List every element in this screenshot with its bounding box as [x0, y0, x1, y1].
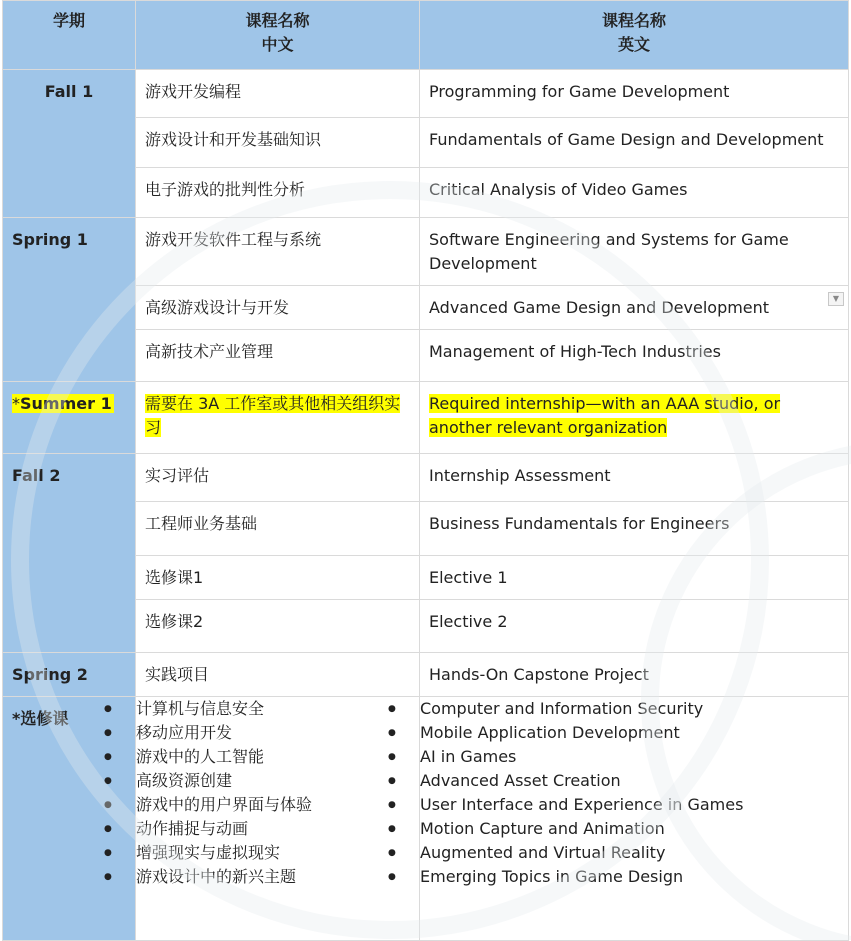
course-zh: 选修课2: [136, 600, 420, 653]
list-item: ● 动作捕捉与动画: [136, 817, 419, 841]
semester-fall-1: Fall 1: [3, 70, 136, 218]
course-zh: 电子游戏的批判性分析: [136, 168, 420, 218]
course-en: Business Fundamentals for Engineers: [420, 502, 849, 556]
course-zh: 需要在 3A 工作室或其他相关组织实习: [136, 382, 420, 454]
table-row: [3, 653, 849, 697]
semester-summer-1: *Summer 1: [3, 382, 136, 454]
table-row: [3, 382, 849, 454]
course-zh: 游戏开发编程: [136, 70, 420, 118]
chevron-down-icon[interactable]: ▼: [828, 292, 844, 306]
course-en: Critical Analysis of Video Games: [420, 168, 849, 218]
electives-zh-list: [136, 697, 419, 889]
list-item: ● AI in Games: [420, 745, 848, 769]
electives-en-cell: [420, 697, 849, 941]
header-semester: 学期: [3, 1, 136, 70]
header-chinese: 中文: [261, 35, 294, 54]
curriculum-table: [2, 0, 849, 941]
header-english-name: [420, 1, 849, 70]
list-item: ● Computer and Information Security: [420, 697, 848, 721]
semester-electives: *选修课: [3, 697, 136, 941]
course-zh: 游戏设计和开发基础知识: [136, 118, 420, 168]
electives-zh-cell: [136, 697, 420, 941]
list-item: ● 计算机与信息安全: [136, 697, 419, 721]
list-item: ● 游戏中的人工智能: [136, 745, 419, 769]
course-en-text: Advanced Game Design and Development: [429, 298, 770, 317]
semester-fall-2: Fall 2: [3, 454, 136, 653]
list-item: ● Emerging Topics in Game Design: [420, 865, 848, 889]
semester-spring-2: Spring 2: [3, 653, 136, 697]
list-item: ● User Interface and Experience in Games: [420, 793, 848, 817]
course-zh: 高新技术产业管理: [136, 330, 420, 382]
course-en: Programming for Game Development: [420, 70, 849, 118]
header-course-name: 课程名称: [245, 11, 310, 30]
course-zh: 高级游戏设计与开发: [136, 286, 420, 330]
semester-spring-1: Spring 1: [3, 218, 136, 382]
course-en: Elective 2: [420, 600, 849, 653]
header-chinese-name: [136, 1, 420, 70]
course-en: [420, 286, 849, 330]
table-row: [3, 70, 849, 118]
list-item: ● 移动应用开发: [136, 721, 419, 745]
list-item: ● 高级资源创建: [136, 769, 419, 793]
list-item: ● Augmented and Virtual Reality: [420, 841, 848, 865]
table-row: [3, 218, 849, 286]
course-zh: 实践项目: [136, 653, 420, 697]
header-course-name: 课程名称: [601, 11, 666, 30]
header-english: 英文: [617, 35, 650, 54]
list-item: ● 游戏设计中的新兴主题: [136, 865, 419, 889]
list-item: ● 游戏中的用户界面与体验: [136, 793, 419, 817]
course-en: Software Engineering and Systems for Game Development: [420, 218, 849, 286]
list-item: ● 增强现实与虚拟现实: [136, 841, 419, 865]
course-zh: 游戏开发软件工程与系统: [136, 218, 420, 286]
list-item: ● Mobile Application Development: [420, 721, 848, 745]
list-item: ● Advanced Asset Creation: [420, 769, 848, 793]
electives-en-list: [420, 697, 848, 889]
course-en: Hands-On Capstone Project: [420, 653, 849, 697]
electives-row: [3, 697, 849, 941]
course-zh: 实习评估: [136, 454, 420, 502]
list-item: ● Motion Capture and Animation: [420, 817, 848, 841]
header-row: [3, 1, 849, 70]
course-zh: 工程师业务基础: [136, 502, 420, 556]
course-en: Fundamentals of Game Design and Development: [420, 118, 849, 168]
course-en: Internship Assessment: [420, 454, 849, 502]
course-en: Required internship—with an AAA studio, or another relevant organization: [420, 382, 849, 454]
course-en: Management of High-Tech Industries: [420, 330, 849, 382]
course-zh: 选修课1: [136, 556, 420, 600]
table-row: [3, 454, 849, 502]
course-en: Elective 1: [420, 556, 849, 600]
